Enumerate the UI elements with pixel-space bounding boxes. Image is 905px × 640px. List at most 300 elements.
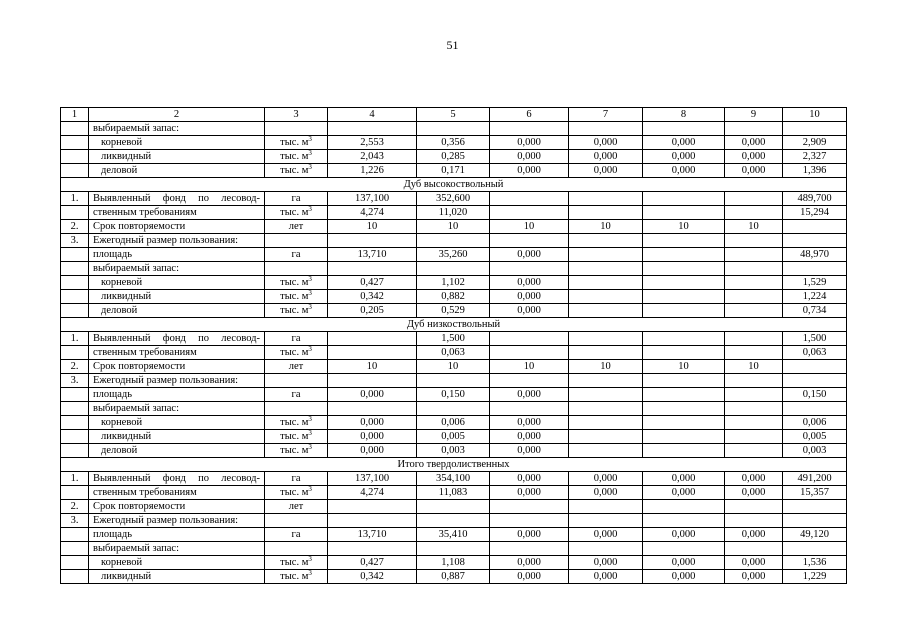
value-cell: 11,020 [417,206,490,220]
value-cell [725,500,783,514]
row-unit: га [265,248,328,262]
value-cell [725,332,783,346]
row-unit [265,374,328,388]
table-row [61,486,847,500]
value-cell [490,514,569,528]
row-label: Ежегодный размер пользования: [89,374,265,388]
table-row [61,346,847,360]
value-cell: 1,529 [783,276,847,290]
value-cell: 0,000 [490,486,569,500]
value-cell: 2,553 [328,136,417,150]
value-cell: 0,000 [643,472,725,486]
value-cell: 0,000 [569,528,643,542]
value-cell: 0,000 [490,416,569,430]
header-cell: 1 [61,108,89,122]
table-row [61,472,847,486]
value-cell: 10 [725,360,783,374]
value-cell: 0,887 [417,570,490,584]
row-index [61,122,89,136]
table-row [61,276,847,290]
value-cell [490,402,569,416]
value-cell [569,304,643,318]
table-row [61,332,847,346]
value-cell: 1,102 [417,276,490,290]
value-cell: 0,000 [490,444,569,458]
value-cell [725,304,783,318]
value-cell: 0,000 [725,486,783,500]
value-cell [643,402,725,416]
table-row [61,262,847,276]
value-cell [417,402,490,416]
row-index [61,416,89,430]
value-cell [643,444,725,458]
value-cell [643,206,725,220]
value-cell [328,374,417,388]
value-cell [417,122,490,136]
value-cell [490,206,569,220]
row-label: ликвидный [89,150,265,164]
value-cell: 0,171 [417,164,490,178]
row-index: 3. [61,514,89,528]
row-label: корневой [89,136,265,150]
value-cell [328,262,417,276]
value-cell: 0,000 [490,290,569,304]
value-cell [643,416,725,430]
row-index [61,150,89,164]
row-index [61,402,89,416]
value-cell: 0,000 [725,164,783,178]
value-cell [569,430,643,444]
row-unit: тыс. $м^3$ [265,136,328,150]
row-label: площадь [89,388,265,402]
header-cell: 6 [490,108,569,122]
value-cell: 0,000 [569,164,643,178]
value-cell: 10 [328,360,417,374]
value-cell: 137,100 [328,192,417,206]
row-label: выбираемый запас: [89,122,265,136]
value-cell [783,500,847,514]
table-row [61,304,847,318]
value-cell [643,374,725,388]
value-cell: 10 [417,220,490,234]
value-cell: 0,000 [490,570,569,584]
value-cell: 0,427 [328,556,417,570]
value-cell: 10 [569,220,643,234]
row-index: 2. [61,500,89,514]
value-cell: 0,003 [783,444,847,458]
value-cell: 10 [328,220,417,234]
value-cell [490,234,569,248]
value-cell [783,360,847,374]
forest-use-table [60,107,847,584]
value-cell: 0,000 [725,570,783,584]
row-unit: лет [265,220,328,234]
row-unit: тыс. $м^3$ [265,290,328,304]
row-label: выбираемый запас: [89,402,265,416]
value-cell: 10 [417,360,490,374]
row-unit: га [265,528,328,542]
section-title: Дуб высокоствольный [61,178,847,192]
row-unit: га [265,388,328,402]
value-cell [569,542,643,556]
value-cell [417,262,490,276]
value-cell [643,332,725,346]
row-unit: тыс. $м^3$ [265,206,328,220]
row-label: Ежегодный размер пользования: [89,514,265,528]
value-cell: 491,200 [783,472,847,486]
table-row [61,444,847,458]
value-cell: 0,000 [569,556,643,570]
section-title: Дуб низкоствольный [61,318,847,332]
table-row [61,542,847,556]
value-cell [569,192,643,206]
row-unit: тыс. $м^3$ [265,416,328,430]
value-cell: 0,000 [490,164,569,178]
value-cell [643,234,725,248]
value-cell [569,332,643,346]
value-cell [725,388,783,402]
row-unit: га [265,192,328,206]
row-label: Выявленный фонд по лесовод- [89,472,265,486]
value-cell [783,514,847,528]
value-cell [643,248,725,262]
value-cell: 0,000 [569,150,643,164]
row-label: ликвидный [89,430,265,444]
value-cell: 352,600 [417,192,490,206]
value-cell [725,290,783,304]
value-cell [490,122,569,136]
value-cell: 0,000 [725,136,783,150]
value-cell [643,276,725,290]
table-row [61,122,847,136]
table-row [61,402,847,416]
value-cell: 0,000 [643,528,725,542]
header-cell: 7 [569,108,643,122]
value-cell: 0,356 [417,136,490,150]
row-index [61,248,89,262]
value-cell: 0,000 [490,388,569,402]
value-cell: 48,970 [783,248,847,262]
value-cell [725,402,783,416]
value-cell [643,500,725,514]
value-cell [417,542,490,556]
value-cell: 2,327 [783,150,847,164]
row-index [61,164,89,178]
table-row [61,556,847,570]
table-row [61,136,847,150]
value-cell [783,542,847,556]
value-cell [569,262,643,276]
value-cell [569,514,643,528]
value-cell [569,346,643,360]
row-unit: лет [265,500,328,514]
header-row [61,108,847,122]
row-unit: тыс. $м^3$ [265,570,328,584]
value-cell: 2,909 [783,136,847,150]
value-cell [569,402,643,416]
value-cell [490,346,569,360]
row-index [61,136,89,150]
value-cell: 10 [643,360,725,374]
row-label: ственным требованиям [89,206,265,220]
row-index [61,388,89,402]
value-cell [328,542,417,556]
value-cell [783,374,847,388]
value-cell [569,276,643,290]
value-cell [725,262,783,276]
value-cell [569,248,643,262]
value-cell: 0,000 [490,556,569,570]
value-cell [569,234,643,248]
value-cell: 10 [643,220,725,234]
row-unit: тыс. $м^3$ [265,304,328,318]
table-row [61,192,847,206]
row-index: 3. [61,374,89,388]
table-row [61,220,847,234]
value-cell [725,542,783,556]
value-cell: 10 [490,360,569,374]
value-cell [569,444,643,458]
value-cell: 4,274 [328,206,417,220]
value-cell [783,234,847,248]
value-cell: 1,224 [783,290,847,304]
row-index [61,528,89,542]
value-cell [725,206,783,220]
value-cell [643,290,725,304]
row-unit: тыс. $м^3$ [265,150,328,164]
value-cell: 1,229 [783,570,847,584]
table-row [61,360,847,374]
row-label: деловой [89,304,265,318]
row-label: ственным требованиям [89,346,265,360]
value-cell [725,444,783,458]
table-row [61,374,847,388]
value-cell: 0,000 [490,248,569,262]
value-cell [328,402,417,416]
row-index [61,570,89,584]
value-cell: 15,294 [783,206,847,220]
value-cell [417,514,490,528]
value-cell: 0,000 [569,472,643,486]
header-cell: 5 [417,108,490,122]
value-cell [725,248,783,262]
value-cell [783,122,847,136]
section-title: Итого твердолиственных [61,458,847,472]
value-cell [569,500,643,514]
value-cell: 0,342 [328,290,417,304]
row-unit: тыс. $м^3$ [265,346,328,360]
header-cell: 10 [783,108,847,122]
row-label: Ежегодный размер пользования: [89,234,265,248]
header-cell: 2 [89,108,265,122]
row-index [61,206,89,220]
row-index [61,542,89,556]
header-cell: 3 [265,108,328,122]
value-cell: 0,000 [490,528,569,542]
value-cell [417,374,490,388]
table-row [61,430,847,444]
row-label: Срок повторяемости [89,500,265,514]
value-cell [725,122,783,136]
value-cell: 1,500 [417,332,490,346]
value-cell: 1,108 [417,556,490,570]
value-cell: 0,000 [569,486,643,500]
value-cell [490,374,569,388]
value-cell: 0,000 [328,444,417,458]
table-row [61,248,847,262]
value-cell: 10 [725,220,783,234]
value-cell: 354,100 [417,472,490,486]
value-cell [569,290,643,304]
value-cell [569,122,643,136]
row-label: площадь [89,248,265,262]
value-cell: 10 [490,220,569,234]
value-cell: 0,000 [643,556,725,570]
value-cell [643,122,725,136]
value-cell: 0,000 [725,528,783,542]
value-cell: 0,000 [643,486,725,500]
value-cell: 0,529 [417,304,490,318]
row-unit [265,542,328,556]
row-index [61,262,89,276]
value-cell [783,262,847,276]
row-index: 3. [61,234,89,248]
row-index [61,444,89,458]
value-cell: 0,000 [643,570,725,584]
row-unit [265,514,328,528]
row-index [61,430,89,444]
row-index: 2. [61,360,89,374]
row-unit: тыс. $м^3$ [265,444,328,458]
value-cell: 0,285 [417,150,490,164]
row-index: 2. [61,220,89,234]
table-row [61,514,847,528]
value-cell: 13,710 [328,248,417,262]
value-cell [783,402,847,416]
value-cell [328,234,417,248]
value-cell: 0,006 [417,416,490,430]
row-unit [265,122,328,136]
value-cell: 0,000 [725,556,783,570]
value-cell: 0,000 [490,276,569,290]
value-cell [569,416,643,430]
value-cell: 49,120 [783,528,847,542]
row-label: выбираемый запас: [89,542,265,556]
row-unit: тыс. $м^3$ [265,164,328,178]
value-cell [490,542,569,556]
value-cell [643,388,725,402]
value-cell: 1,536 [783,556,847,570]
row-index [61,304,89,318]
value-cell [490,262,569,276]
value-cell: 0,000 [490,304,569,318]
row-label: ственным требованиям [89,486,265,500]
value-cell: 0,005 [417,430,490,444]
value-cell: 0,000 [490,430,569,444]
row-label: Выявленный фонд по лесовод- [89,332,265,346]
value-cell: 4,274 [328,486,417,500]
table-row [61,164,847,178]
value-cell: 0,342 [328,570,417,584]
value-cell [569,206,643,220]
value-cell: 35,410 [417,528,490,542]
value-cell [328,346,417,360]
value-cell [643,304,725,318]
value-cell [328,514,417,528]
row-label: корневой [89,276,265,290]
value-cell [328,332,417,346]
row-label: деловой [89,164,265,178]
row-unit: тыс. $м^3$ [265,556,328,570]
value-cell [643,262,725,276]
value-cell [490,332,569,346]
row-label: Срок повторяемости [89,360,265,374]
row-unit: тыс. $м^3$ [265,430,328,444]
row-index [61,556,89,570]
value-cell [725,416,783,430]
table-row [61,500,847,514]
value-cell [417,234,490,248]
value-cell: 2,043 [328,150,417,164]
row-label: выбираемый запас: [89,262,265,276]
value-cell: 11,083 [417,486,490,500]
value-cell: 0,000 [328,430,417,444]
value-cell: 0,000 [569,136,643,150]
value-cell [490,192,569,206]
value-cell [569,374,643,388]
row-label: ликвидный [89,570,265,584]
value-cell [725,346,783,360]
table-row [61,150,847,164]
value-cell: 0,734 [783,304,847,318]
row-index: 1. [61,332,89,346]
row-index [61,486,89,500]
table-row [61,416,847,430]
row-unit [265,402,328,416]
value-cell: 15,357 [783,486,847,500]
value-cell: 489,700 [783,192,847,206]
row-index [61,290,89,304]
table-row [61,570,847,584]
table-row [61,388,847,402]
value-cell: 0,000 [328,416,417,430]
page-number: 51 [446,38,459,52]
row-unit [265,262,328,276]
value-cell: 0,000 [643,150,725,164]
value-cell [569,388,643,402]
value-cell [643,430,725,444]
row-unit: лет [265,360,328,374]
value-cell: 0,000 [490,472,569,486]
value-cell [328,122,417,136]
value-cell [643,514,725,528]
value-cell [783,220,847,234]
value-cell: 137,100 [328,472,417,486]
value-cell: 0,000 [643,164,725,178]
row-label: площадь [89,528,265,542]
row-label: Выявленный фонд по лесовод- [89,192,265,206]
value-cell [490,500,569,514]
value-cell [725,234,783,248]
value-cell: 0,000 [725,150,783,164]
value-cell: 0,000 [328,388,417,402]
row-index [61,276,89,290]
row-unit: га [265,472,328,486]
value-cell [725,430,783,444]
value-cell [643,346,725,360]
row-unit: га [265,332,328,346]
row-index: 1. [61,472,89,486]
